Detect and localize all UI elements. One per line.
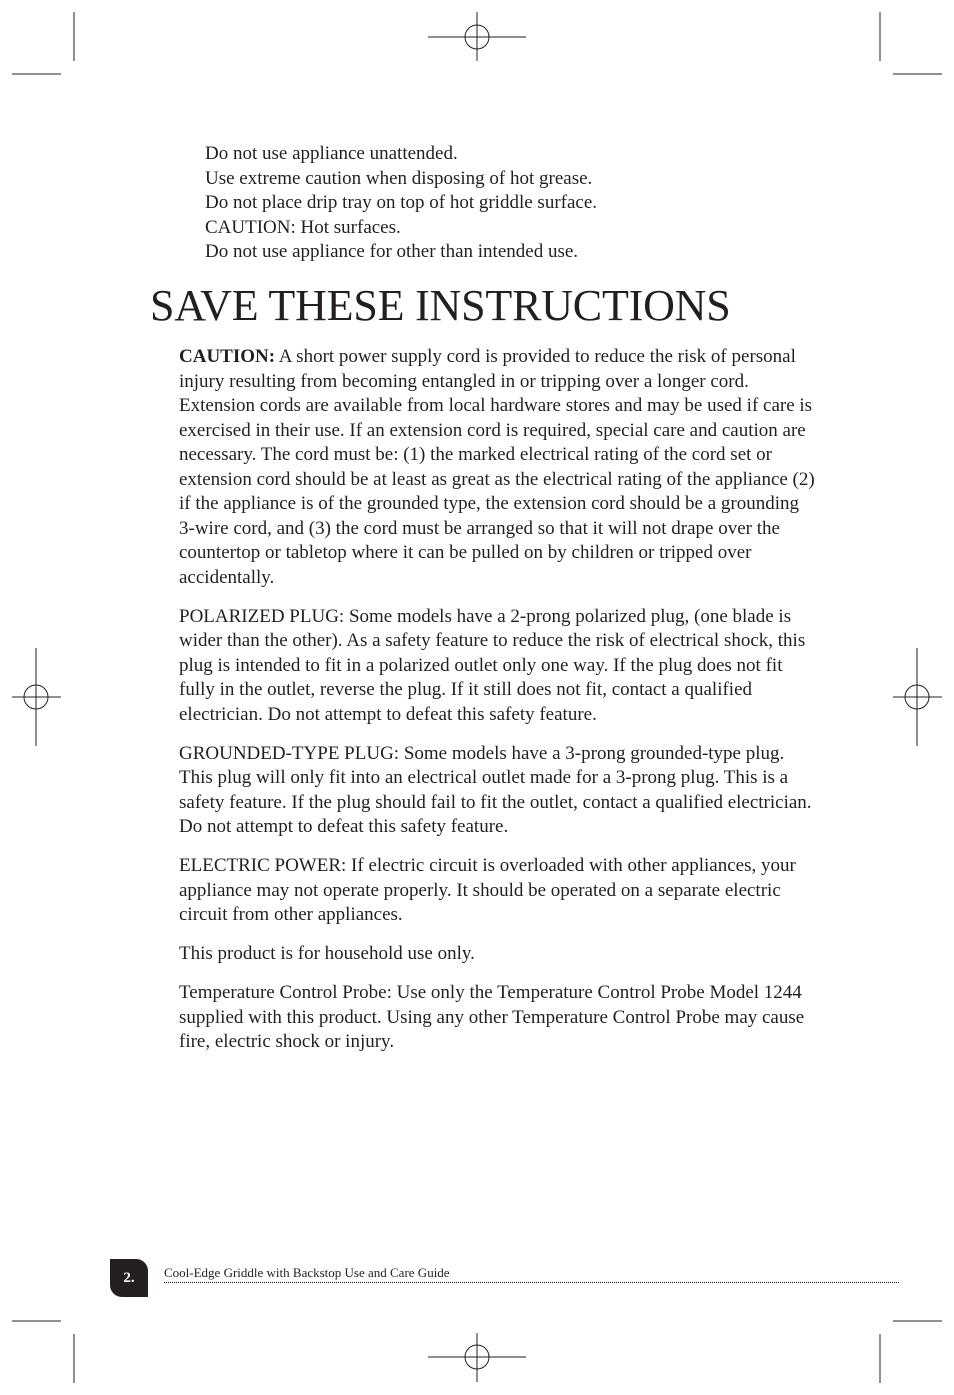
warning-item: Do not use appliance unattended. xyxy=(205,143,458,164)
registration-mark-left xyxy=(12,648,61,746)
temperature-probe-paragraph: Temperature Control Probe: Use only the Temperature Control Probe Model 1244 supplied with this product. Using any other Temperature Control Probe may cause fire, electric shock or injury. xyxy=(179,982,805,1052)
footer-title: Cool-Edge Griddle with Backstop Use and Care Guide xyxy=(164,1265,450,1280)
crop-mark-top-left xyxy=(12,12,74,74)
warning-item: Do not use appliance for other than intended use. xyxy=(205,241,579,262)
polarized-plug-paragraph: POLARIZED PLUG: Some models have a 2-prong polarized plug, (one blade is wider than the other). As a safety feature to reduce the risk of electrical shock, this plug is intended to fit in a polarized outlet only one way. If the plug does not fit fully in the outlet, reverse the plug. If it still does not fit, contact a qualified electrician. Do not attempt to defeat this safety feature. xyxy=(179,605,806,725)
registration-mark-right xyxy=(893,648,942,746)
warning-item: Do not place drip tray on top of hot griddle surface. xyxy=(205,192,598,213)
warning-list xyxy=(205,142,597,265)
registration-mark-bottom xyxy=(428,1333,526,1382)
household-use-paragraph: This product is for household use only. xyxy=(179,943,475,964)
crop-mark-top-right xyxy=(880,12,942,74)
warning-item: Use extreme caution when disposing of hot grease. xyxy=(205,167,593,189)
caution-label: CAUTION: xyxy=(179,346,276,367)
electric-power-paragraph: ELECTRIC POWER: If electric circuit is overloaded with other appliances, your appliance may not operate properly. It should be operated on a separate electric circuit from other appliances. xyxy=(179,855,796,925)
warning-item: CAUTION: Hot surfaces. xyxy=(205,216,401,238)
caution-paragraph xyxy=(179,345,819,590)
instructions-body xyxy=(179,345,819,1069)
crop-mark-bottom-right xyxy=(880,1321,942,1383)
grounded-plug-paragraph: GROUNDED-TYPE PLUG: Some models have a 3-prong grounded-type plug. This plug will only fit into an electrical outlet made for a 3-prong plug. This is a safety feature. If the plug should fail to fit the outlet, contact a qualified electrician. Do not attempt to defeat this safety feature. xyxy=(179,742,812,837)
registration-mark-top xyxy=(428,12,526,61)
caution-text: A short power supply cord is provided to reduce the risk of personal injury resulting from becoming entangled in or tripping over a longer cord. Extension cords are available from local hardware stores and may be used if care is exercised in their use. If an extension cord is required, special care and caution are necessary. The cord must be: (1) the marked electrical rating of the cord set or extension cord should be at least as great as the electrical rating of the appliance (2) if the appliance is of the grounded type, the extension cord should be a grounding 3-wire cord, and (3) the cord must be arranged so that it will not drape over the countertop or tabletop where it can be pulled on by children or tripped over accidentally. xyxy=(179,346,815,588)
page-number-badge: 2. xyxy=(110,1259,148,1297)
crop-mark-bottom-left xyxy=(12,1321,74,1383)
footer-dotted-rule xyxy=(164,1282,899,1283)
page-heading: SAVE THESE INSTRUCTIONS xyxy=(150,281,731,330)
